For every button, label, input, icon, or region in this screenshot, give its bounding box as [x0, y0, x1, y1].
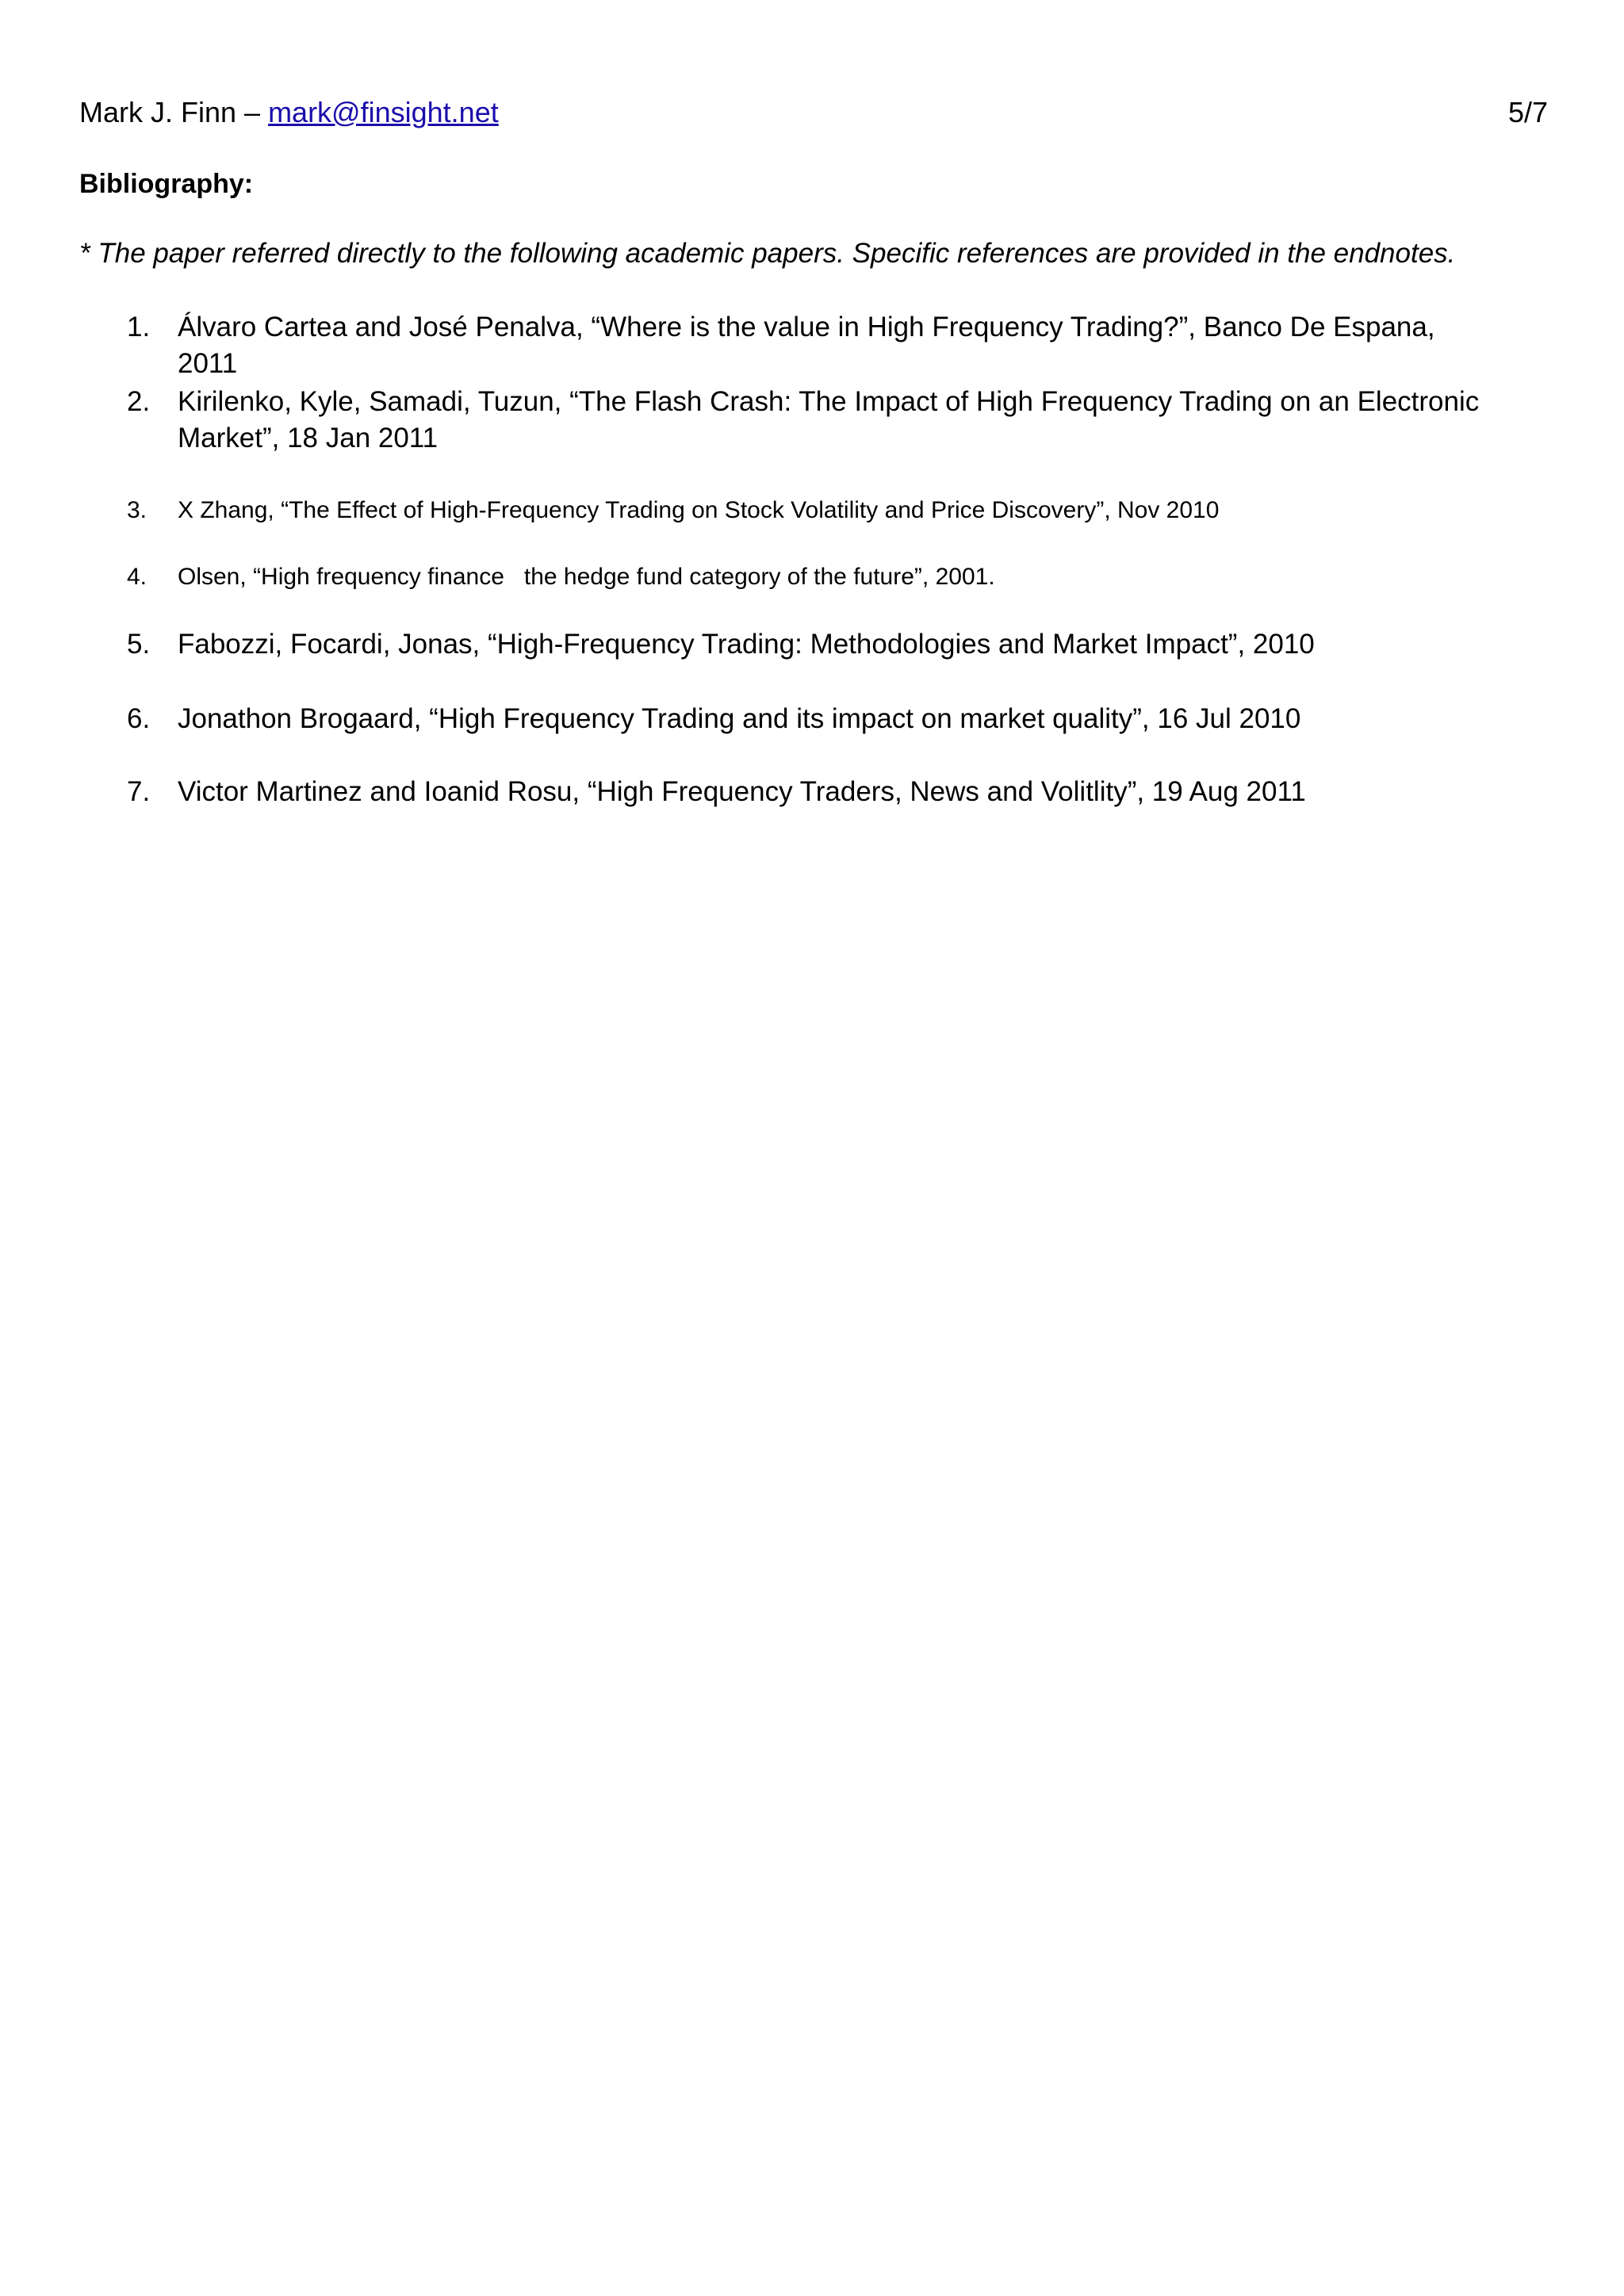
reference-text: Kirilenko, Kyle, Samadi, Tuzun, “The Flash Crash: The Impact of High Frequency Trading on an Electronic Market”, 18 Jan 2011 [178, 386, 1480, 453]
reference-number: 5. [127, 629, 151, 660]
reference-item [127, 384, 1491, 457]
reference-text: Victor Martinez and Ioanid Rosu, “High Frequency Traders, News and Volitlity”, 19 Aug 2011 [178, 776, 1306, 807]
reference-text: X Zhang, “The Effect of High-Frequency Trading on Stock Volatility and Price Discovery”, Nov 2010 [178, 497, 1220, 523]
reference-text: Álvaro Cartea and José Penalva, “Where is the value in High Frequency Trading?”, Banco De Espana, 2011 [178, 312, 1435, 379]
bibliography-note: * The paper referred directly to the following academic papers. Specific references are provided in the endnotes. [79, 238, 1456, 269]
author-name: Mark J. Finn – [79, 96, 269, 128]
reference-number: 3. [127, 497, 147, 523]
reference-text: Jonathon Brogaard, “High Frequency Trading and its impact on market quality”, 16 Jul 2010 [178, 703, 1301, 734]
reference-number: 6. [127, 703, 151, 734]
reference-number: 7. [127, 776, 151, 807]
reference-item [127, 626, 1491, 663]
reference-item [127, 495, 1491, 526]
reference-text: Olsen, “High frequency finance the hedge fund category of the future”, 2001. [178, 564, 995, 590]
reference-number: 4. [127, 564, 147, 590]
bibliography-heading: Bibliography: [79, 169, 254, 199]
reference-item [127, 701, 1491, 737]
reference-item [127, 774, 1491, 810]
reference-text: Fabozzi, Focardi, Jonas, “High-Frequency Trading: Methodologies and Market Impact”, 2010 [178, 629, 1315, 660]
email-link[interactable]: mark@finsight.net [268, 96, 499, 128]
reference-item [127, 561, 1491, 593]
page-number: 5/7 [1507, 96, 1548, 128]
reference-item [127, 309, 1491, 382]
reference-number: 1. [127, 312, 151, 342]
page-header [79, 95, 499, 130]
reference-number: 2. [127, 386, 151, 417]
